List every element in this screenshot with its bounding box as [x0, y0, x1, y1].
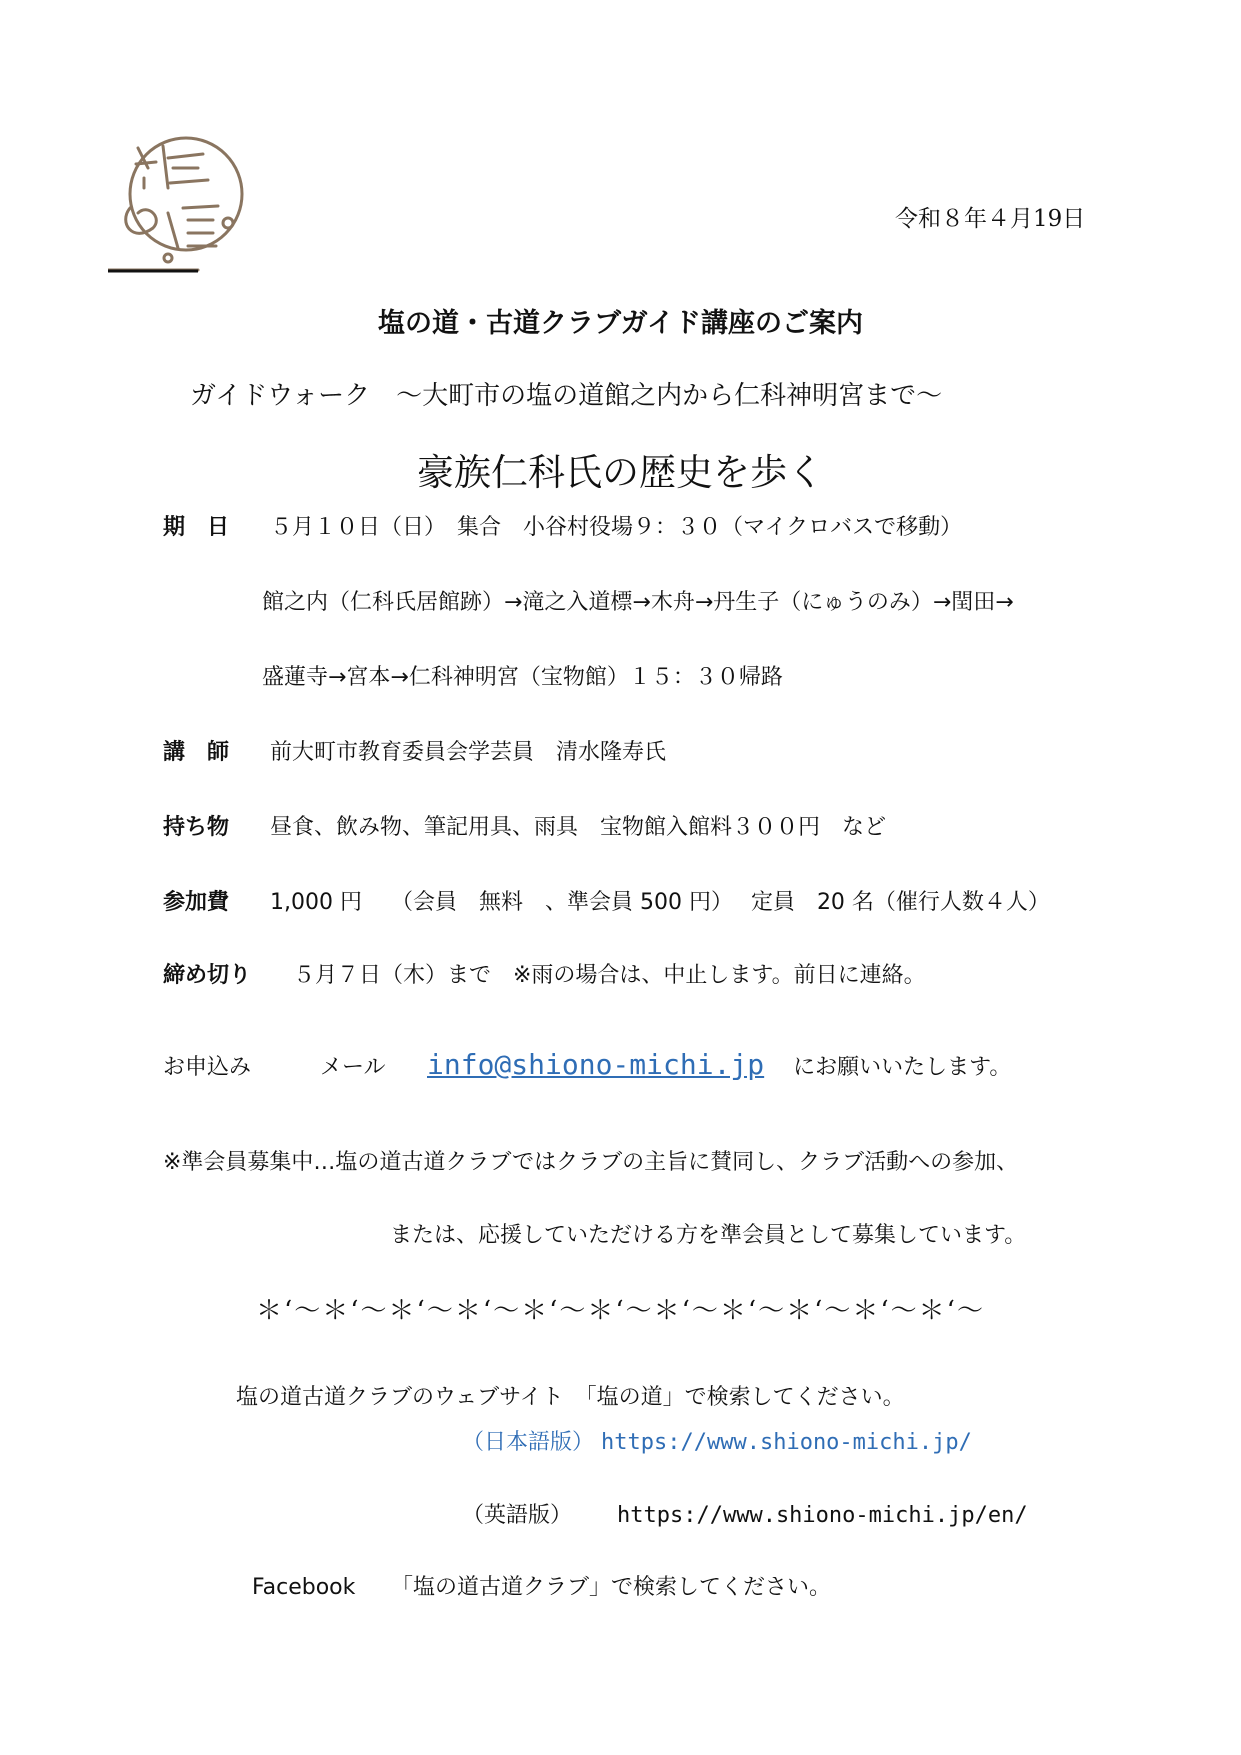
website-jp-link[interactable]: https://www.shiono-michi.jp/ — [601, 1430, 972, 1455]
schedule-label: 期 日 — [163, 515, 230, 540]
website-intro: 塩の道古道クラブのウェブサイト 「塩の道」で検索してください。 — [236, 1385, 905, 1410]
apply-label: お申込み — [163, 1055, 252, 1080]
lecturer-row — [163, 735, 666, 766]
mail-label: メール — [320, 1055, 386, 1080]
page-title: 塩の道・古道クラブガイド講座のご案内 — [378, 308, 863, 339]
facebook-label: Facebook — [252, 1575, 356, 1600]
website-en-link[interactable]: https://www.shiono-michi.jp/en/ — [617, 1503, 1028, 1528]
apply-row — [163, 1048, 1011, 1081]
schedule-row — [163, 510, 962, 541]
items-row — [163, 810, 886, 841]
email-link[interactable]: info@shiono-michi.jp — [427, 1048, 765, 1081]
lecturer-label: 講 師 — [163, 740, 230, 765]
fee-row — [163, 885, 1050, 916]
facebook-text: 「塩の道古道クラブ」で検索してください。 — [391, 1575, 832, 1600]
items-value: 昼食、飲み物、筆記用具、雨具 宝物館入館料３００円 など — [270, 815, 887, 840]
issue-date: 令和８年４月19日 — [895, 206, 1086, 232]
notice-line1: ※準会員募集中…塩の道古道クラブではクラブの主旨に賛同し、クラブ活動への参加、 — [163, 1150, 1019, 1175]
website-jp-label: （日本語版） — [462, 1430, 595, 1455]
website-en — [462, 1498, 1028, 1529]
deadline-row — [163, 958, 926, 989]
club-logo — [108, 128, 248, 273]
headline: 豪族仁科氏の歴史を歩く — [417, 451, 824, 494]
deadline-value: ５月７日（木）まで ※雨の場合は、中止します。前日に連絡。 — [293, 963, 926, 988]
fee-label: 参加費 — [163, 890, 230, 915]
schedule-line1: ５月１０日（日） 集合 小谷村役場９：３０（マイクロバスで移動） — [270, 515, 963, 540]
website-jp — [462, 1425, 972, 1456]
apply-suffix: にお願いいたします。 — [793, 1055, 1012, 1080]
page-subtitle: ガイドウォーク ～大町市の塩の道館之内から仁科神明宮まで～ — [190, 381, 943, 411]
deadline-label: 締め切り — [163, 963, 252, 988]
lecturer-value: 前大町市教育委員会学芸員 清水隆寿氏 — [270, 740, 667, 765]
website-en-label: （英語版） — [462, 1503, 573, 1528]
fee-value: 1,000 円 （会員 無料 、準会員 500 円） 定員 20 名（催行人数４人） — [270, 890, 1050, 915]
schedule-line2: 館之内（仁科氏居館跡）→滝之入道標→木舟→丹生子（にゅうのみ）→閏田→ — [262, 590, 1014, 615]
decorative-divider: ＊‘～＊‘～＊‘～＊‘～＊‘～＊‘～＊‘～＊‘～＊‘～＊‘～＊‘～ — [256, 1296, 985, 1326]
items-label: 持ち物 — [163, 815, 230, 840]
schedule-line3: 盛蓮寺→宮本→仁科神明宮（宝物館）１５：３０帰路 — [262, 665, 783, 690]
notice-line2: または、応援していただける方を準会員として募集しています。 — [390, 1223, 1027, 1248]
facebook-row — [252, 1570, 831, 1601]
